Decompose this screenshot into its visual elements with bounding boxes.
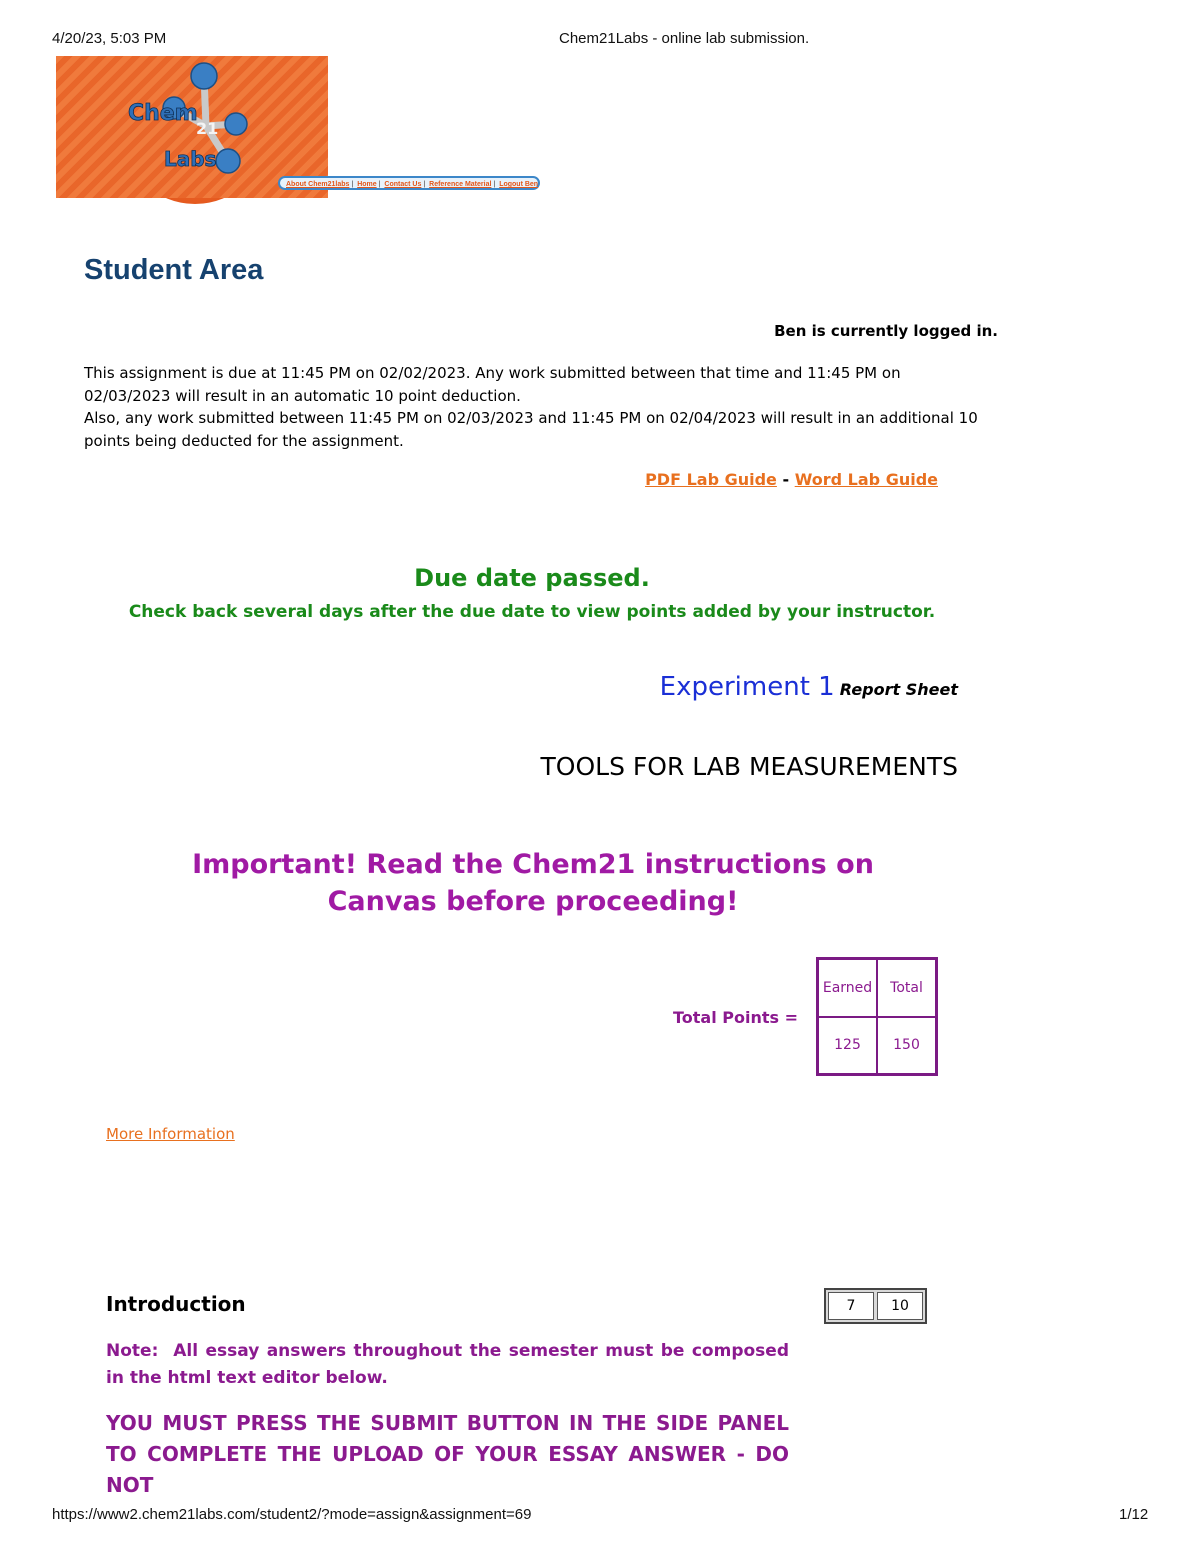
experiment-number: Experiment 1 <box>659 672 835 702</box>
experiment-heading <box>660 672 958 702</box>
total-points-label: Total Points = <box>673 1008 799 1027</box>
report-sheet-label: Report Sheet <box>839 680 958 699</box>
logo-21-text: 21 <box>196 119 219 138</box>
print-page-number: 1/12 <box>1119 1506 1149 1523</box>
experiment-title: TOOLS FOR LAB MEASUREMENTS <box>540 752 958 781</box>
submit-warning: YOU MUST PRESS THE SUBMIT BUTTON IN THE SIDE PANEL TO COMPLETE THE UPLOAD OF YOUR ESSAY ANSWER - DO NOT <box>106 1411 789 1497</box>
lab-guides <box>645 470 938 489</box>
total-points-table <box>816 957 938 1076</box>
due-date-passed-subtitle: Check back several days after the due date to view points added by your instructor. <box>128 602 936 622</box>
logged-in-status: Ben is currently logged in. <box>774 322 998 340</box>
note-label: Note: <box>106 1341 159 1361</box>
essay-note <box>106 1338 789 1392</box>
note-text: All essay answers throughout the semester must be composed in the html text editor below. <box>106 1341 789 1388</box>
due-date-line-2: Also, any work submitted between 11:45 PM on 02/03/2023 and 11:45 PM on 02/04/2023 will result in an additional 10 points being deducted for the assignment. <box>84 409 978 450</box>
important-notice: Important! Read the Chem21 instructions on Canvas before proceeding! <box>192 849 874 917</box>
total-points: 150 <box>877 1017 937 1075</box>
top-nav: About Chem21labs | Home | Contact Us | Reference Material | Logout Ben <box>278 176 540 190</box>
introduction-score <box>824 1288 927 1324</box>
nav-about[interactable]: About Chem21labs <box>286 181 350 188</box>
earned-points: 125 <box>818 1017 878 1075</box>
print-url: https://www2.chem21labs.com/student2/?mode=assign&assignment=69 <box>52 1506 532 1523</box>
introduction-heading: Introduction <box>106 1292 246 1316</box>
nav-home[interactable]: Home <box>357 181 377 188</box>
due-date-passed-title: Due date passed. <box>414 564 650 592</box>
introduction-earned: 7 <box>828 1292 874 1320</box>
more-information-link[interactable]: More Information <box>106 1125 235 1143</box>
introduction-total: 10 <box>877 1292 923 1320</box>
print-page-title: Chem21Labs - online lab submission. <box>559 30 810 47</box>
nav-logout[interactable]: Logout Ben <box>499 181 539 188</box>
print-datetime: 4/20/23, 5:03 PM <box>52 30 167 47</box>
due-date-line-1: This assignment is due at 11:45 PM on 02/02/2023. Any work submitted between that time and 11:45 PM on 02/03/2023 will result in an automatic 10 point deduction. <box>84 364 901 405</box>
logo-labs-text: Labs <box>164 147 217 171</box>
word-lab-guide-link[interactable]: Word Lab Guide <box>794 470 938 489</box>
total-header: Total <box>877 959 937 1017</box>
due-date-notice <box>84 362 984 452</box>
pdf-lab-guide-link[interactable]: PDF Lab Guide <box>645 470 777 489</box>
guide-separator: - <box>776 470 795 489</box>
logo-chem-text: Chem <box>128 101 198 126</box>
nav-contact[interactable]: Contact Us <box>384 181 422 188</box>
earned-header: Earned <box>818 959 878 1017</box>
page-title: Student Area <box>84 254 264 286</box>
nav-reference[interactable]: Reference Material <box>429 181 492 188</box>
